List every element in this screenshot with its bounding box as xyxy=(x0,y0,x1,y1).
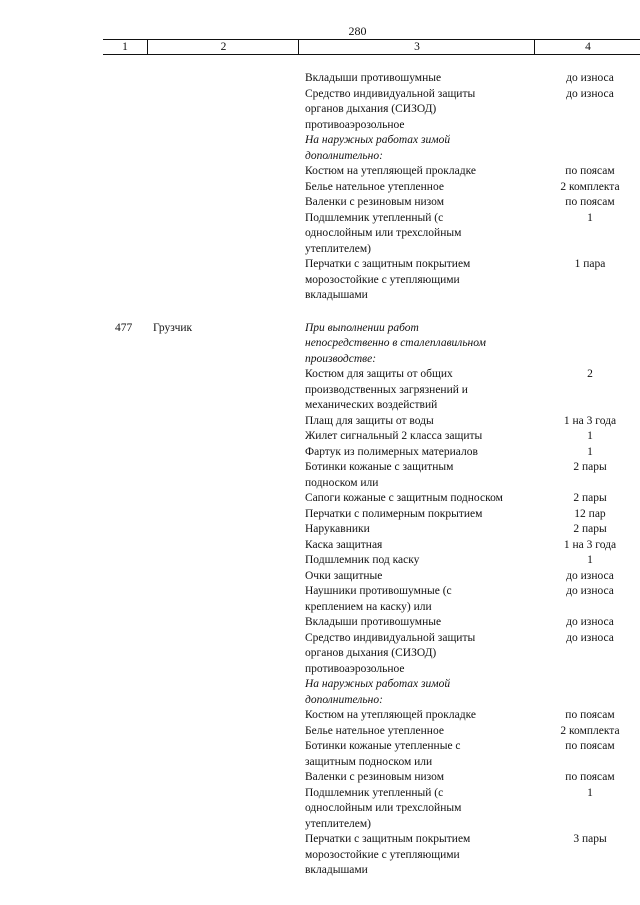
item-description-line: Валенки с резиновым низом xyxy=(305,196,444,208)
item-description xyxy=(305,367,535,414)
item-description-line: На наружных работах зимой xyxy=(305,134,451,146)
item-description xyxy=(305,507,535,523)
item-description-line: органов дыхания (СИЗОД) xyxy=(305,647,437,659)
profession-name: Грузчик xyxy=(153,321,193,334)
item-description-line: Фартук из полимерных материалов xyxy=(305,445,478,458)
item-description xyxy=(305,786,535,833)
item-norm: 2 xyxy=(587,368,593,380)
item-description xyxy=(305,770,535,786)
item-description-line: Валенки с резиновым низом xyxy=(305,771,444,783)
item-description xyxy=(305,677,535,708)
item-description-line: противоаэрозольное xyxy=(305,662,405,675)
item-description xyxy=(305,321,535,368)
item-description-line: Плащ для защиты от воды xyxy=(305,414,434,427)
item-description xyxy=(305,724,535,740)
item-description-line: Ботинки кожаные с защитным xyxy=(305,461,454,473)
item-description-line: дополнительно: xyxy=(305,693,383,706)
item-description-line: подноском или xyxy=(305,476,379,489)
item-description xyxy=(305,133,535,164)
item-description-line: однослойным или трехслойным xyxy=(305,802,462,814)
item-description-line: утеплителем) xyxy=(305,242,372,255)
item-description-line: Костюм на утепляющей прокладке xyxy=(305,709,476,721)
item-description-line: Подшлемник утепленный (с xyxy=(305,211,444,224)
item-description-line: морозостойкие с утепляющими xyxy=(305,273,460,286)
column-header-4: 4 xyxy=(534,40,640,54)
item-description-line: Средство индивидуальной защиты xyxy=(305,87,476,100)
item-norm: по поясам xyxy=(565,196,615,208)
item-norm: 2 пары xyxy=(573,461,607,473)
item-norm: 1 xyxy=(587,445,593,458)
item-norm: 1 на 3 года xyxy=(563,538,617,551)
item-norm: по поясам xyxy=(565,740,615,752)
item-description-line: Наушники противошумные (с xyxy=(305,585,452,597)
item-description-line: защитным подноском или xyxy=(305,755,433,768)
item-description-line: Белье нательное утепленное xyxy=(305,724,444,737)
column-header-2: 2 xyxy=(147,40,299,54)
item-description xyxy=(305,553,535,569)
item-description xyxy=(305,211,535,258)
item-description-line: Подшлемник утепленный (с xyxy=(305,786,444,799)
item-description xyxy=(305,460,535,491)
item-norm: до износа xyxy=(566,585,614,597)
item-norm: 3 пары xyxy=(573,833,607,845)
item-description-line: Вкладыши противошумные xyxy=(305,72,442,84)
item-description xyxy=(305,180,535,196)
item-description-line: однослойным или трехслойным xyxy=(305,227,462,239)
item-description xyxy=(305,195,535,211)
item-description xyxy=(305,708,535,724)
table-header-row xyxy=(103,39,640,55)
item-description-line: Перчатки с полимерным покрытием xyxy=(305,507,483,520)
page-number: 280 xyxy=(348,24,367,38)
item-norm: до износа xyxy=(566,631,614,644)
item-description xyxy=(305,631,535,678)
item-description xyxy=(305,164,535,180)
item-description-line: Средство индивидуальной защиты xyxy=(305,631,476,644)
item-description xyxy=(305,87,535,134)
item-description xyxy=(305,522,535,538)
item-norm: 2 пары xyxy=(573,492,607,504)
item-description xyxy=(305,584,535,615)
item-description-line: вкладышами xyxy=(305,289,368,301)
item-description xyxy=(305,257,535,304)
item-norm: по поясам xyxy=(565,709,615,721)
item-description xyxy=(305,429,535,445)
item-description-line: Нарукавники xyxy=(305,523,370,535)
item-norm: 1 xyxy=(587,786,593,799)
item-norm: до износа xyxy=(566,87,614,100)
row-number: 477 xyxy=(115,321,133,334)
item-description-line: механических воздействий xyxy=(305,399,438,411)
item-norm: до износа xyxy=(566,569,614,582)
item-norm: до износа xyxy=(566,616,614,628)
item-description-line: дополнительно: xyxy=(305,149,383,162)
item-description xyxy=(305,538,535,554)
item-description xyxy=(305,491,535,507)
item-description-line: производстве: xyxy=(305,352,377,365)
item-description xyxy=(305,739,535,770)
item-description-line: непосредственно в сталеплавильном xyxy=(305,337,486,349)
item-norm: 12 пар xyxy=(574,507,606,520)
item-norm: до износа xyxy=(566,72,614,84)
item-description-line: Каска защитная xyxy=(305,538,383,551)
item-description-line: На наружных работах зимой xyxy=(305,678,451,690)
item-description-line: Костюм для защиты от общих xyxy=(305,368,453,380)
item-norm: 1 xyxy=(587,211,593,224)
item-description xyxy=(305,71,535,87)
item-description-line: Вкладыши противошумные xyxy=(305,616,442,628)
item-description-line: Сапоги кожаные с защитным подноском xyxy=(305,492,503,504)
item-description-line: Ботинки кожаные утепленные с xyxy=(305,740,461,752)
item-description-line: Очки защитные xyxy=(305,569,383,582)
item-norm: 2 комплекта xyxy=(560,724,620,737)
item-norm: 1 на 3 года xyxy=(563,414,617,427)
item-norm: 1 xyxy=(587,554,593,566)
item-description-line: противоаэрозольное xyxy=(305,118,405,131)
item-description-line: Белье нательное утепленное xyxy=(305,180,444,193)
column-header-1: 1 xyxy=(122,41,128,53)
item-description-line: органов дыхания (СИЗОД) xyxy=(305,103,437,115)
item-norm: 2 комплекта xyxy=(560,180,620,193)
item-description-line: Костюм на утепляющей прокладке xyxy=(305,165,476,177)
item-description xyxy=(305,569,535,585)
item-description-line: вкладышами xyxy=(305,864,368,876)
column-header-3: 3 xyxy=(298,40,535,54)
item-description xyxy=(305,615,535,631)
item-description-line: производственных загрязнений и xyxy=(305,383,468,396)
item-norm: по поясам xyxy=(565,771,615,783)
item-norm: по поясам xyxy=(565,165,615,177)
item-description-line: Перчатки с защитным покрытием xyxy=(305,833,471,845)
item-norm: 1 пара xyxy=(574,258,606,270)
item-description-line: Подшлемник под каску xyxy=(305,554,420,566)
item-description xyxy=(305,414,535,430)
item-description-line: Жилет сигнальный 2 класса защиты xyxy=(305,430,483,442)
item-norm: 1 xyxy=(587,430,593,442)
item-description-line: Перчатки с защитным покрытием xyxy=(305,258,471,270)
item-description-line: утеплителем) xyxy=(305,817,372,830)
item-description-line: морозостойкие с утепляющими xyxy=(305,848,460,861)
item-description xyxy=(305,832,535,879)
item-description-line: креплением на каску) или xyxy=(305,600,432,613)
item-description-line: При выполнении работ xyxy=(305,321,419,334)
item-norm: 2 пары xyxy=(573,523,607,535)
item-description xyxy=(305,445,535,461)
